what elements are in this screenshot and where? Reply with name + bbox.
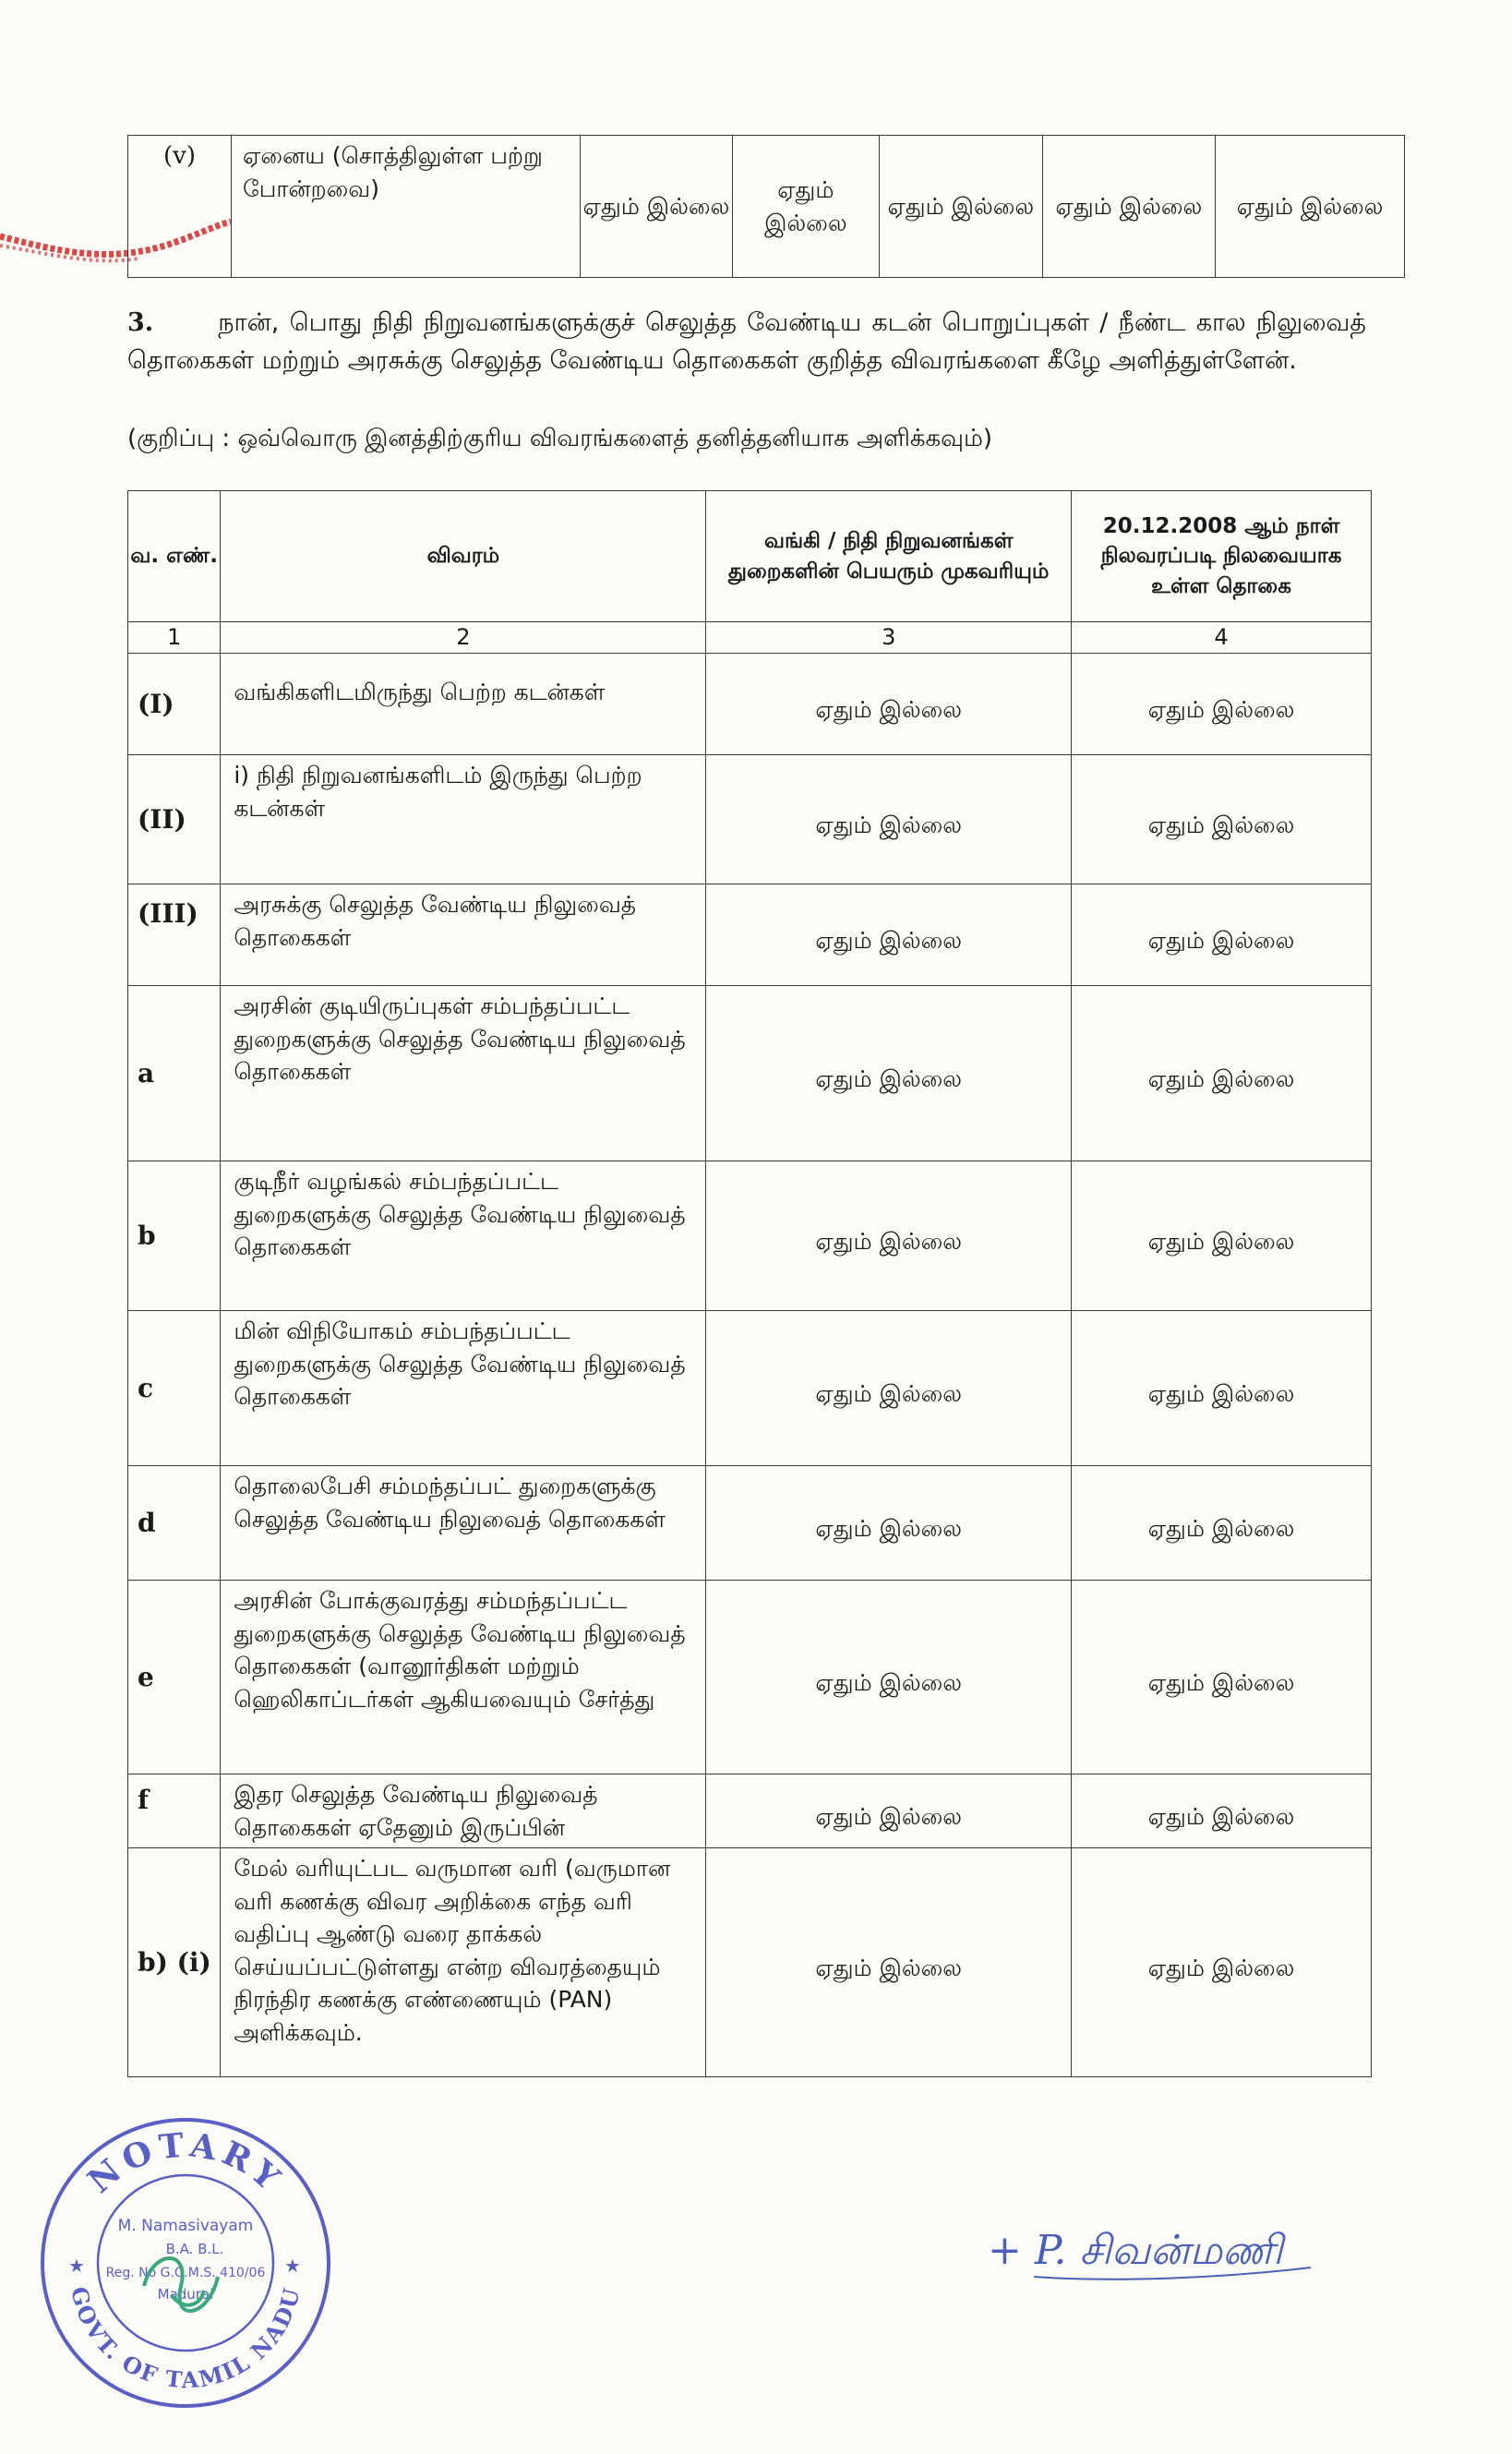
row-number: c: [128, 1311, 221, 1466]
row-description: அரசுக்கு செலுத்த வேண்டிய நிலுவைத் தொகைகள்: [221, 884, 706, 986]
row-description: இதர செலுத்த வேண்டிய நிலுவைத் தொகைகள் ஏதேனும் இருப்பின்: [221, 1774, 706, 1848]
row-description: வங்கிகளிடமிருந்து பெற்ற கடன்கள்: [221, 654, 706, 755]
header-serial-no: வ. எண்.: [128, 491, 221, 622]
table-row: [128, 1311, 1372, 1466]
table-row: [128, 1466, 1372, 1581]
bank-cell: ஏதும் இல்லை: [706, 1581, 1072, 1774]
row-number: a: [128, 986, 221, 1161]
amount-cell: ஏதும் இல்லை: [1072, 1311, 1372, 1466]
table-row: [128, 1581, 1372, 1774]
bank-cell: ஏதும் இல்லை: [706, 1161, 1072, 1311]
bank-cell: ஏதும் இல்லை: [706, 654, 1072, 755]
bank-cell: ஏதும் இல்லை: [706, 1311, 1072, 1466]
amount-cell: ஏதும் இல்லை: [1072, 1848, 1372, 2077]
value-cell: ஏதும் இல்லை: [1216, 136, 1405, 278]
column-number: 2: [221, 622, 706, 654]
bank-cell: ஏதும் இல்லை: [706, 884, 1072, 986]
signature-mark: [978, 2197, 1366, 2299]
amount-cell: ஏதும் இல்லை: [1072, 755, 1372, 884]
stamp-bottom: GOVT. OF TAMIL NADU: [66, 2283, 306, 2394]
row-description: i) நிதி நிறுவனங்களிடம் இருந்து பெற்ற கடன்கள்: [221, 755, 706, 884]
row-description: மின் விநியோகம் சம்பந்தப்பட்ட துறைகளுக்கு செலுத்த வேண்டிய நிலுவைத் தொகைகள்: [221, 1311, 706, 1466]
row-number: (II): [128, 755, 221, 884]
svg-text:NOTARY: [80, 2125, 291, 2201]
row-number: d: [128, 1466, 221, 1581]
row-description: ஏனைய (சொத்திலுள்ள பற்று போன்றவை): [231, 136, 580, 278]
row-description: தொலைபேசி சம்மந்தப்பட் துறைகளுக்கு செலுத்த வேண்டிய நிலுவைத் தொகைகள்: [221, 1466, 706, 1581]
table-row: [128, 136, 1405, 278]
table-row: [128, 1774, 1372, 1848]
row-number: (III): [128, 884, 221, 986]
header-row: [128, 491, 1372, 622]
header-amount: 20.12.2008 ஆம் நாள் நிலவரப்படி நிலவையாக உள்ள தொகை: [1072, 491, 1372, 622]
table-row: [128, 1161, 1372, 1311]
table-row: [128, 755, 1372, 884]
signature-block: [978, 2197, 1366, 2299]
column-number: 1: [128, 622, 221, 654]
section-number: 3.: [127, 308, 154, 337]
table-row: [128, 1848, 1372, 2077]
row-description: குடிநீர் வழங்கல் சம்பந்தப்பட்ட துறைகளுக்கு செலுத்த வேண்டிய நிலுவைத் தொகைகள்: [221, 1161, 706, 1311]
row-number: (v): [128, 136, 232, 278]
value-cell: ஏதும் இல்லை: [581, 136, 732, 278]
header-details: விவரம்: [221, 491, 706, 622]
bank-cell: ஏதும் இல்லை: [706, 986, 1072, 1161]
table-row: [128, 884, 1372, 986]
amount-cell: ஏதும் இல்லை: [1072, 884, 1372, 986]
liabilities-table: [127, 490, 1372, 2077]
table-row: [128, 986, 1372, 1161]
row-number: (I): [128, 654, 221, 755]
amount-cell: ஏதும் இல்லை: [1072, 1774, 1372, 1848]
row-description: மேல் வரியுட்பட வருமான வரி (வருமான வரி கணக்கு விவர அறிக்கை எந்த வரி வதிப்பு ஆண்டு வரை தாக்கல் செய்யப்பட்டுள்ளது என்ற விவரத்தையும் நிரந்திர கணக்கு எண்ணையும் (PAN) அளிக்கவும்.: [221, 1848, 706, 2077]
row-number: b: [128, 1161, 221, 1311]
amount-cell: ஏதும் இல்லை: [1072, 1466, 1372, 1581]
column-number-row: [128, 622, 1372, 654]
column-number: 4: [1072, 622, 1372, 654]
amount-cell: ஏதும் இல்லை: [1072, 1161, 1372, 1311]
amount-cell: ஏதும் இல்லை: [1072, 986, 1372, 1161]
bank-cell: ஏதும் இல்லை: [706, 755, 1072, 884]
stamp-name: M. Namasivayam: [117, 2217, 254, 2235]
bank-cell: ஏதும் இல்லை: [706, 1848, 1072, 2077]
assets-table-continued: [127, 135, 1405, 278]
column-number: 3: [706, 622, 1072, 654]
notary-stamp: [33, 2111, 338, 2415]
amount-cell: ஏதும் இல்லை: [1072, 1581, 1372, 1774]
row-number: e: [128, 1581, 221, 1774]
stamp-degree: B.A. B.L.: [165, 2241, 224, 2257]
header-bank-name: வங்கி / நிதி நிறுவனங்கள் துறைகளின் பெயரும் முகவரியும்: [706, 491, 1072, 622]
section-3-paragraph: [127, 305, 1366, 379]
star-icon: ★: [284, 2255, 301, 2277]
stamp-place: Madurai: [157, 2286, 214, 2303]
bank-cell: ஏதும் இல்லை: [706, 1466, 1072, 1581]
value-cell: ஏதும் இல்லை: [732, 136, 879, 278]
star-icon: ★: [68, 2255, 85, 2277]
signature-text: + P. சிவன்மணி: [988, 2227, 1283, 2274]
section-text: நான், பொது நிதி நிறுவனங்களுக்குச் செலுத்த வேண்டிய கடன் பொறுப்புகள் / நீண்ட கால நிலுவைத் தொகைகள் மற்றும் அரசுக்கு செலுத்த வேண்டிய தொகைகள் குறித்த விவரங்களை கீழே அளித்துள்ளேன்.: [127, 308, 1366, 375]
table-row: [128, 654, 1372, 755]
stamp-title: NOTARY: [80, 2125, 292, 2202]
amount-cell: ஏதும் இல்லை: [1072, 654, 1372, 755]
value-cell: ஏதும் இல்லை: [1042, 136, 1216, 278]
stamp-reg: Reg. No G.O.M.S. 410/06: [105, 2266, 266, 2280]
value-cell: ஏதும் இல்லை: [880, 136, 1043, 278]
row-number: b) (i): [128, 1848, 221, 2077]
row-number: f: [128, 1774, 221, 1848]
row-description: அரசின் போக்குவரத்து சம்மந்தப்பட்ட துறைகளுக்கு செலுத்த வேண்டிய நிலுவைத் தொகைகள் (வானூர்திகள் மற்றும் ஹெலிகாப்டர்கள் ஆகியவையும் சேர்த்து: [221, 1581, 706, 1774]
section-note: (குறிப்பு : ஒவ்வொரு இனத்திற்குரிய விவரங்களைத் தனித்தனியாக அளிக்கவும்): [127, 425, 993, 452]
row-description: அரசின் குடியிருப்புகள் சம்பந்தப்பட்ட துறைகளுக்கு செலுத்த வேண்டிய நிலுவைத் தொகைகள்: [221, 986, 706, 1161]
bank-cell: ஏதும் இல்லை: [706, 1774, 1072, 1848]
